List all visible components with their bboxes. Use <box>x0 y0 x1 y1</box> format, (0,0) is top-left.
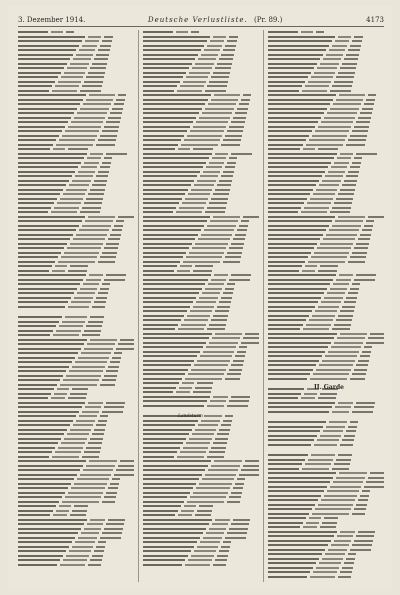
list-item <box>268 534 384 539</box>
list-item <box>143 336 259 341</box>
list-item <box>18 405 134 410</box>
list-item <box>18 360 134 365</box>
list-item <box>268 102 384 107</box>
list-item <box>268 246 384 251</box>
list-item <box>268 273 384 278</box>
page-header <box>18 14 384 26</box>
list-item <box>143 246 259 251</box>
list-item <box>143 102 259 107</box>
list-item <box>18 120 134 125</box>
list-item <box>268 237 384 242</box>
list-item <box>18 111 134 116</box>
list-item <box>143 404 259 409</box>
list-item <box>268 471 384 476</box>
list-item <box>143 363 259 368</box>
list-item <box>143 237 259 242</box>
list-item <box>143 459 259 464</box>
column-3 <box>268 30 384 582</box>
list-item <box>268 405 384 410</box>
list-item <box>18 342 134 347</box>
list-item <box>143 531 259 536</box>
list-item <box>143 522 259 527</box>
list-item <box>143 129 259 134</box>
list-item <box>268 120 384 125</box>
section-heading: II. Garde <box>314 384 344 391</box>
column-divider-2 <box>263 30 264 582</box>
header-title: Deutsche Verlustliste. <box>148 16 248 24</box>
list-item <box>18 246 134 251</box>
list-item <box>268 489 384 494</box>
header-rule <box>18 26 384 27</box>
list-item <box>18 93 134 98</box>
list-item <box>268 480 384 485</box>
column-2 <box>143 30 259 582</box>
list-item <box>268 345 384 350</box>
column-divider-1 <box>138 30 139 582</box>
list-item <box>143 273 259 278</box>
list-item <box>18 563 134 568</box>
list-item <box>143 477 259 482</box>
list-item <box>18 102 134 107</box>
list-item <box>18 468 134 473</box>
list-item <box>268 575 384 580</box>
list-item <box>143 563 259 568</box>
list-item <box>268 111 384 116</box>
list-item <box>268 354 384 359</box>
page <box>8 6 392 589</box>
list-item <box>143 219 259 224</box>
list-item <box>143 93 259 98</box>
list-item <box>268 93 384 98</box>
sub-heading: Landsturm <box>178 414 203 419</box>
list-item <box>143 399 259 404</box>
list-item <box>18 228 134 233</box>
header-issue: (Pr. 89.) <box>254 16 283 24</box>
list-item <box>18 237 134 242</box>
list-item <box>268 129 384 134</box>
list-item <box>18 129 134 134</box>
list-item <box>18 486 134 491</box>
header-page-number: 4173 <box>366 16 384 24</box>
list-item <box>268 410 384 415</box>
list-item <box>18 273 134 278</box>
list-item <box>18 477 134 482</box>
list-item <box>268 363 384 368</box>
list-item <box>143 354 259 359</box>
list-item <box>268 336 384 341</box>
list-item <box>143 228 259 233</box>
list-item <box>18 522 134 527</box>
list-item <box>268 219 384 224</box>
list-item <box>18 351 134 356</box>
list-item <box>268 498 384 503</box>
list-item <box>268 543 384 548</box>
list-item <box>143 345 259 350</box>
list-item <box>143 468 259 473</box>
header-date: 3. Dezember 1914. <box>18 16 86 24</box>
column-1 <box>18 30 134 582</box>
list-item <box>143 486 259 491</box>
list-item <box>143 111 259 116</box>
list-item <box>18 369 134 374</box>
list-item <box>18 459 134 464</box>
list-item <box>143 120 259 125</box>
list-item <box>18 531 134 536</box>
list-item <box>268 228 384 233</box>
list-item <box>18 219 134 224</box>
